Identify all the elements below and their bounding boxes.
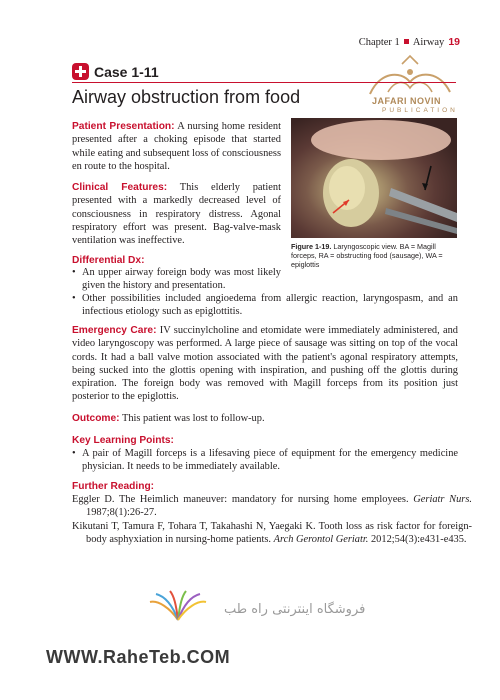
store-url: WWW.RaheTeb.COM [46,647,231,667]
header-rule [72,82,456,83]
medical-cross-icon [72,63,89,80]
figure-caption [291,242,457,270]
laryngoscopy-image [291,118,457,238]
page-number: 19 [448,36,460,48]
reference-2-journal: Arch Gerontol Geriatr. [273,534,369,546]
reference-1-citation: 1987;8(1):26-27. [86,507,157,519]
reference-2-citation: 2012;54(3):e431-e435. [370,534,467,546]
presentation-paragraph [72,120,281,173]
case-title: Airway obstruction from food [72,87,301,107]
ddx-item: • Other possibilities included angioedema from allergic reaction, laryngospasm, and an infectious etiology such as epiglottitis. [72,292,458,319]
outcome-heading: Outcome: [72,413,120,424]
presentation-heading: Patient Presentation: [72,121,175,132]
open-book-icon [148,590,208,622]
reading-heading: Further Reading: [72,481,155,492]
learning-list [72,447,458,474]
ddx-heading: Differential Dx: [72,255,145,266]
emergency-paragraph [72,324,458,404]
reading-heading-block [72,480,458,493]
publisher-name: JAFARI NOVIN [372,96,442,106]
header-square-icon [404,39,409,44]
emergency-text: IV succinylcholine and etomidate were immediately administered, and video laryngoscopy was performed. A large piece of sausage was sitting on top of the vocal cords. It had a ball valve motion associated with the patient's agonal respiratory attempts, being sucked into the glottis opening with inspiration, and pushing off the glottis during expiration. The foreign body was removed with Magill forceps from its position just posterior to the epiglottis. [72,325,458,403]
ddx-list [72,266,281,293]
outcome-paragraph [72,412,458,425]
reference-2 [72,520,472,547]
clinical-heading: Clinical Features: [72,182,168,193]
figure-caption-text: Laryngoscopic view. BA = Magill forceps, RA = obstructing food (sausage), WA = epiglottis [291,242,443,270]
emergency-heading: Emergency Care: [72,325,157,336]
learning-heading-block [72,434,458,447]
store-name: فروشگاه اینترنتی راه طب [224,602,366,617]
section-label: Airway [412,37,445,48]
ddx-item: • An upper airway foreign body was most likely given the history and presentation. [72,266,281,293]
publisher-subtitle: PUBLICATION [382,107,458,114]
reference-1-text: Eggler D. The Heimlich maneuver: mandatory for nursing home employees. [72,494,409,505]
figure-label: Figure 1-19. [291,242,332,251]
outcome-text: This patient was lost to follow-up. [121,413,265,424]
presentation-text: A nursing home resident presented after a choking episode that started while eating and subsequent loss of consciousness en route to the hospital. [72,121,282,172]
running-header [359,36,460,48]
learning-item: • A pair of Magill forceps is a lifesaving piece of equipment for the emergency medicine physician. It needs to be immediately available. [72,447,458,474]
clinical-text: This elderly patient presented with a markedly decreased level of consciousness in respiratory distress. Agonal respiratory effort was present. Bag-valve-mask ventilation was ineffective. [72,182,281,247]
ddx-list-2 [72,292,458,319]
reference-1-journal: Geriatr Nurs. [413,494,472,505]
learning-heading: Key Learning Points: [72,435,174,446]
case-number: Case 1-11 [94,63,159,80]
reference-2-text: Kikutani T, Tamura F, Tohara T, Takahashi N, Yaegaki K. Tooth loss as risk factor for foreign-body asphyxiation in nursing-home patients. [72,521,472,546]
chapter-label: Chapter 1 [358,37,400,48]
reference-1 [72,493,472,520]
clinical-paragraph [72,181,281,247]
laryngoscopy-photo [291,118,457,238]
case-header [72,63,159,80]
